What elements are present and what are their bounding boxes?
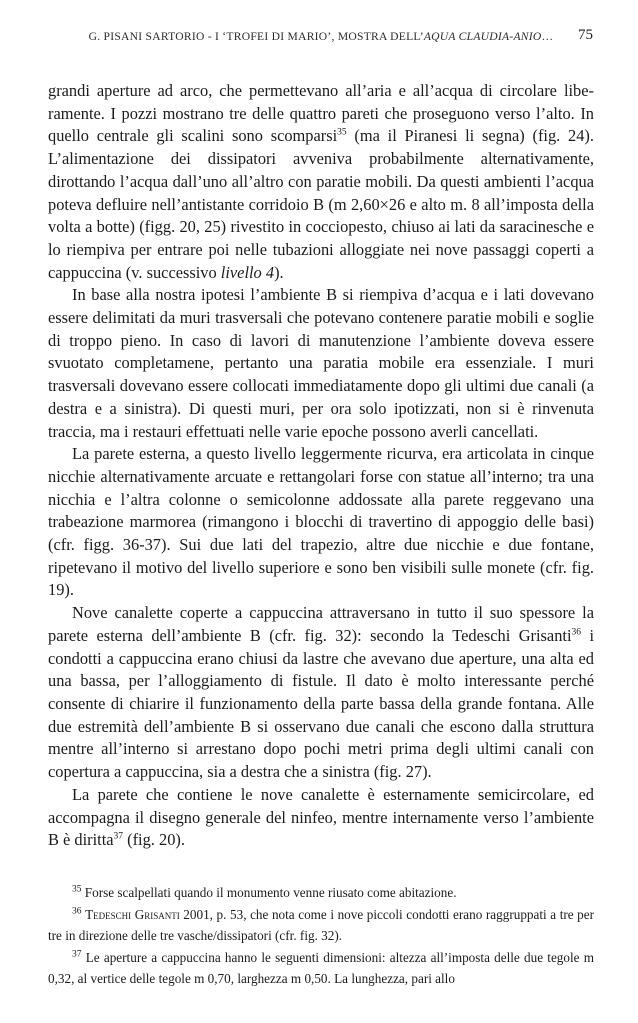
italic-term: livello 4: [220, 262, 275, 282]
paragraph-1: grandi aperture ad arco, che permettevano all’aria e all’acqua di circolare liberamente. I pozzi mostrano tre delle quattro pareti che proseguono verso l’alto. In quello centrale gli scalini sono scomparsi$^{35}$ (ma il Piranesi li segna) (fig. 24). L’alimentazione dei dissipatori avveniva probabilmente alternativamente, dirottando l’acqua dall’uno all’altro con paratie mobili. Da questi ambienti l’acqua poteva defluire nell’antistante corridoio B (m 2,60×26 e alto m. 8 all’imposta della volta a botte) (figg. 20, 25) rivestito in cocciopesto, chiuso ai lati da saracinesche e lo riempiva per entrare poi nelle tubazioni alloggiate nei nove passaggi coperti a cappuccina (v. successivo livello 4).: [48, 81, 594, 282]
body-text: [48, 80, 594, 852]
paragraph-2: In base alla nostra ipotesi l’ambiente B si riempiva d’acqua e i lati dovevano essere delimitati da muri trasversali che potevano contenere paratie mobili e soglie di troppo pieno. In caso di lavori di manutenzione l’ambiente doveva essere svuotato completamene, pertanto una paratia mobile era essenziale. I muri trasversali dovevano essere collocati immediatamente dopo gli ultimi due canali (a destra e a sinistra). Di questi muri, per ora solo ipotizzati, non si è rinvenuta traccia, ma i restauri effettuati nelle varie epoche possono averli cancellati.: [48, 285, 594, 441]
footnote-ref-35: 35: [337, 127, 347, 138]
cited-author: Tedeschi Grisanti: [85, 906, 180, 922]
footnote-ref-36: 36: [571, 627, 581, 638]
footnote-35: $^{35}$ Forse scalpellati quando il monumento venne riusato come abitazione.: [72, 884, 457, 900]
footnote-ref-37: 37: [113, 831, 124, 842]
paragraph-3: La parete esterna, a questo livello leggermente ricurva, era articolata in cinque nicchie alternativamente arcuate e rettangolari forse con statue all’interno; tra una nicchia e l’altra colonne o semicolonne addossate alla parete reggevano una trabeazione marmorea (rimangono i blocchi di travertino di appoggio delle basi) (cfr. figg. 36-37). Sui due lati del trapezio, altre due nicchie e due fontane, ripetevano il motivo del livello superiore e sono ben visibili sulle monete (cfr. fig. 19).: [48, 444, 594, 600]
footnote-36: $^{36}$ Tedeschi Grisanti 2001, p. 53, che nota come i nove piccoli condotti erano raggruppati a tre per tre in direzione delle tre vasche/dissipatori (cfr. fig. 32).: [48, 906, 595, 943]
running-head: G. PISANI SARTORIO - I ‘TROFEI DI MARIO’, MOSTRA DELL’AQUA CLAUDIA-ANIO…: [88, 30, 554, 43]
footnote-37: $^{37}$ Le aperture a cappuccina hanno le seguenti dimensioni: altezza all’imposta delle due tegole m 0,32, al vertice delle tegole m 0,70, larghezza m 0,50. La lunghezza, pari allo: [48, 949, 594, 986]
paragraph-4: Nove canalette coperte a cappuccina attraversano in tutto il suo spessore la parete esterna dell’ambiente B (cfr. fig. 32): secondo la Tedeschi Grisanti$^{36}$ i condotti a cappuccina erano chiusi da lastre che avevano due aperture, una alta ed una bassa, per l’alloggiamento di fistule. Il dato è molto interessante perché consente di chiarire il funzionamento della parte bassa della grande fontana. Alle due estremità dell’ambiente B si osservano due canali che escono dalla struttura mentre all’interno si arrestano dopo pochi metri prima degli ultimi canali con copertura a cappuccina, sia a destra che a sinistra (fig. 27).: [48, 603, 594, 782]
page-number: 75: [578, 27, 593, 43]
footnotes: [48, 882, 594, 990]
paragraph-5: La parete che contiene le nove canalette è esternamente semicircolare, ed accompagna il disegno generale del ninfeo, mentre internamente verso l’ambiente B è diritta$^{37}$ (fig. 20).: [48, 784, 594, 850]
running-head-italic: AQUA CLAUDIA-ANIO: [423, 30, 542, 43]
